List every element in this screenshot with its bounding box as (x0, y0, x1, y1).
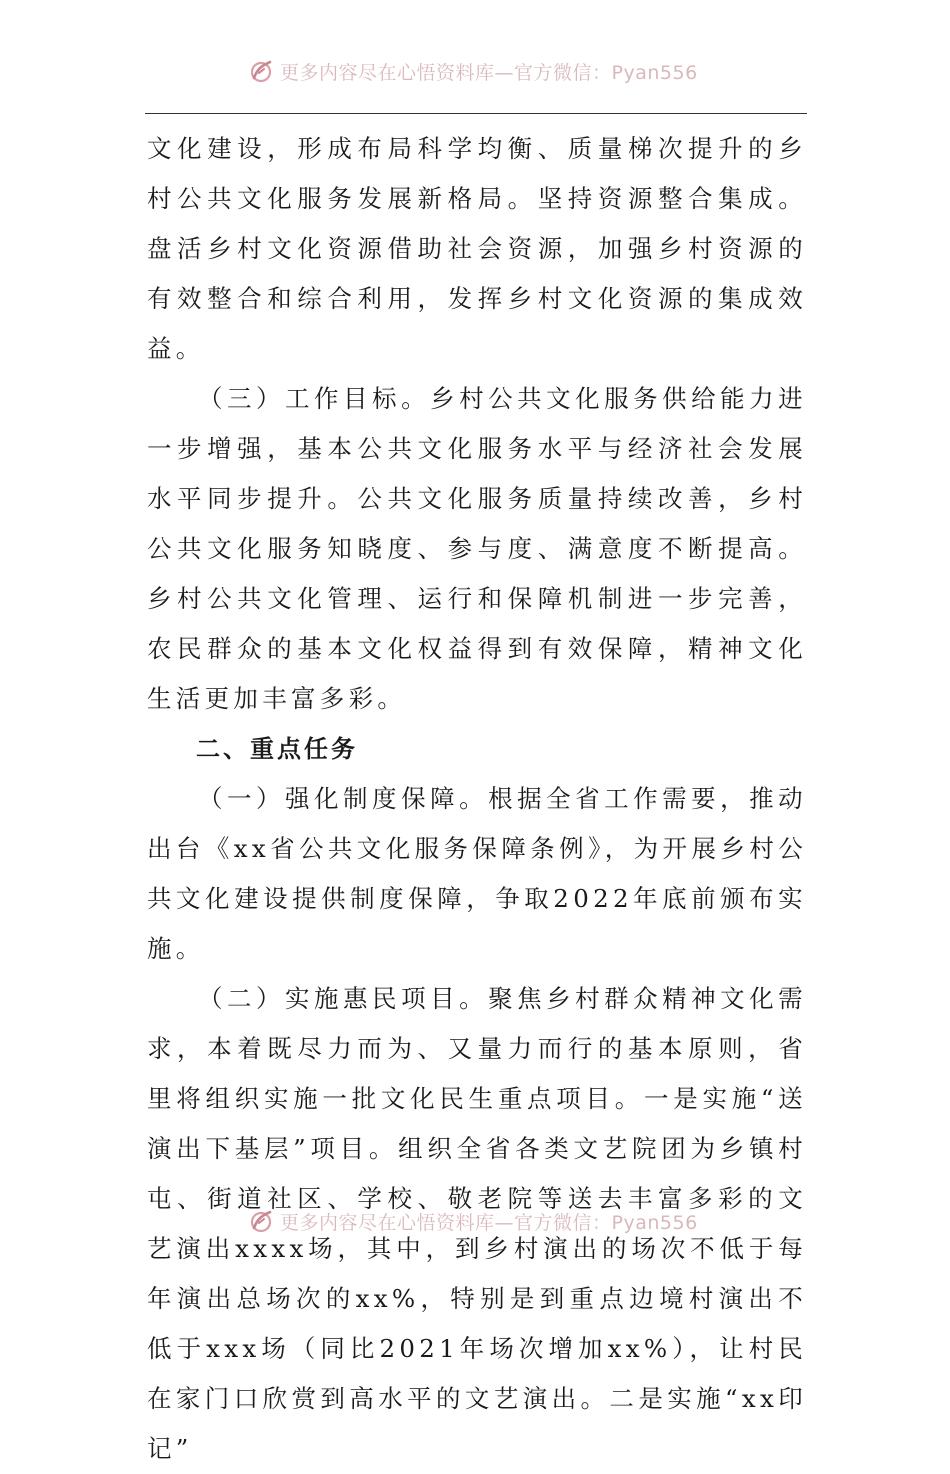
watermark-logo-icon (248, 58, 274, 84)
watermark-logo-icon (248, 1208, 274, 1234)
footer-watermark (248, 1206, 728, 1236)
paragraph-institutional-guarantee: （一）强化制度保障。根据全省工作需要，推动出台《xx省公共文化服务保障条例》，为开展乡村公共文化建设提供制度保障，争取2022年底前颁布实施。 (147, 784, 807, 963)
paragraph-benefit-projects: （二）实施惠民项目。聚焦乡村群众精神文化需求，本着既尽力而为、又量力而行的基本原则，省里将组织实施一批文化民生重点项目。一是实施“送演出下基层”项目。组织全省各类文艺院团为乡镇村屯、街道社区、学校、敬老院等送去丰富多彩的文艺演出xxxx场，其中，到乡村演出的场次不低于每年演出总场次的xx%，特别是到重点边境村演出不低于xxx场（同比2021年场次增加xx%），让村民在家门口欣赏到高水平的文艺演出。二是实施“xx印记” (147, 984, 807, 1463)
header-watermark (248, 56, 728, 86)
watermark-text: 更多内容尽在心悟资料库—官方微信：Pyan556 (280, 61, 698, 84)
header-divider (145, 113, 807, 114)
paragraph-work-goals: （三）工作目标。乡村公共文化服务供给能力进一步增强，基本公共文化服务水平与经济社会发展水平同步提升。公共文化服务质量持续改善，乡村公共文化服务知晓度、参与度、满意度不断提高。乡村公共文化管理、运行和保障机制进一步完善，农民群众的基本文化权益得到有效保障，精神文化生活更加丰富多彩。 (147, 384, 807, 713)
document-body (147, 124, 807, 1474)
watermark-text: 更多内容尽在心悟资料库—官方微信：Pyan556 (280, 1211, 698, 1234)
paragraph-continuation: 文化建设，形成布局科学均衡、质量梯次提升的乡村公共文化服务发展新格局。坚持资源整合集成。盘活乡村文化资源借助社会资源，加强乡村资源的有效整合和综合利用，发挥乡村文化资源的集成效益。 (147, 134, 807, 363)
section-heading: 二、重点任务 (196, 735, 358, 763)
